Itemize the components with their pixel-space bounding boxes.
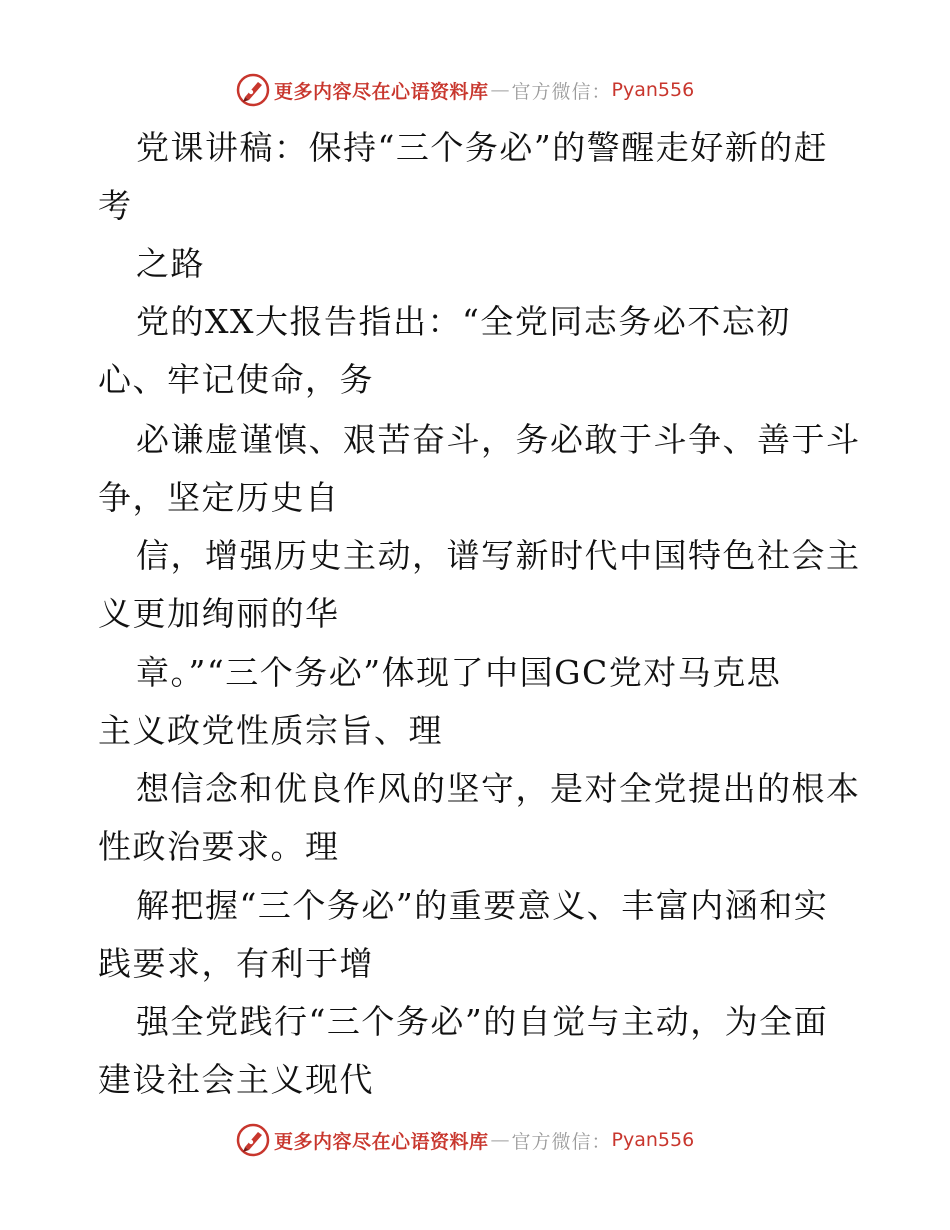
watermark-id: Pyan556 [611,1129,695,1151]
title-line-1: 党课讲稿：保持“三个务必”的警醒走好新的赶 [136,128,829,167]
watermark-id: Pyan556 [611,79,695,101]
text-line: 心、牢记使命，务 [98,360,374,399]
watermark-dash: — [490,1129,510,1151]
watermark-brand-text: 更多内容尽在心语资料库 [274,80,489,103]
title-line-2: 考 [98,186,133,225]
text-line: 争，坚定历史自 [98,478,340,517]
watermark-brand-text: 更多内容尽在心语资料库 [274,1130,489,1153]
text-line: 义更加绚丽的华 [98,594,340,633]
text-line: 党的XX大报告指出：“全党同志务必不忘初 [136,302,791,341]
watermark-label: 官方微信： [511,80,612,103]
text-line: 强全党践行“三个务必”的自觉与主动，为全面 [136,1002,829,1041]
footer-watermark [236,1120,694,1160]
text-line: 想信念和优良作风的坚守，是对全党提出的根本 [136,769,861,808]
text-line: 必谦虚谨慎、艰苦奋斗，务必敢于斗争、善于斗 [136,420,861,459]
text-line: 解把握“三个务必”的重要意义、丰富内涵和实 [136,886,829,925]
text-line: 信，增强历史主动，谱写新时代中国特色社会主 [136,536,861,575]
text-line: 章。”“三个务必”体现了中国GC党对马克思 [136,653,782,692]
text-line: 主义政党性质宗旨、理 [98,711,443,750]
text-line: 性政治要求。理 [98,827,340,866]
text-line: 建设社会主义现代 [98,1060,374,1099]
text-line: 践要求，有利于增 [98,944,374,983]
header-watermark [236,70,694,110]
pen-logo-icon [236,73,270,107]
watermark-dash: — [490,79,510,101]
watermark-label: 官方微信： [511,1130,612,1153]
pen-logo-icon [236,1123,270,1157]
title-line-3: 之路 [136,244,205,283]
